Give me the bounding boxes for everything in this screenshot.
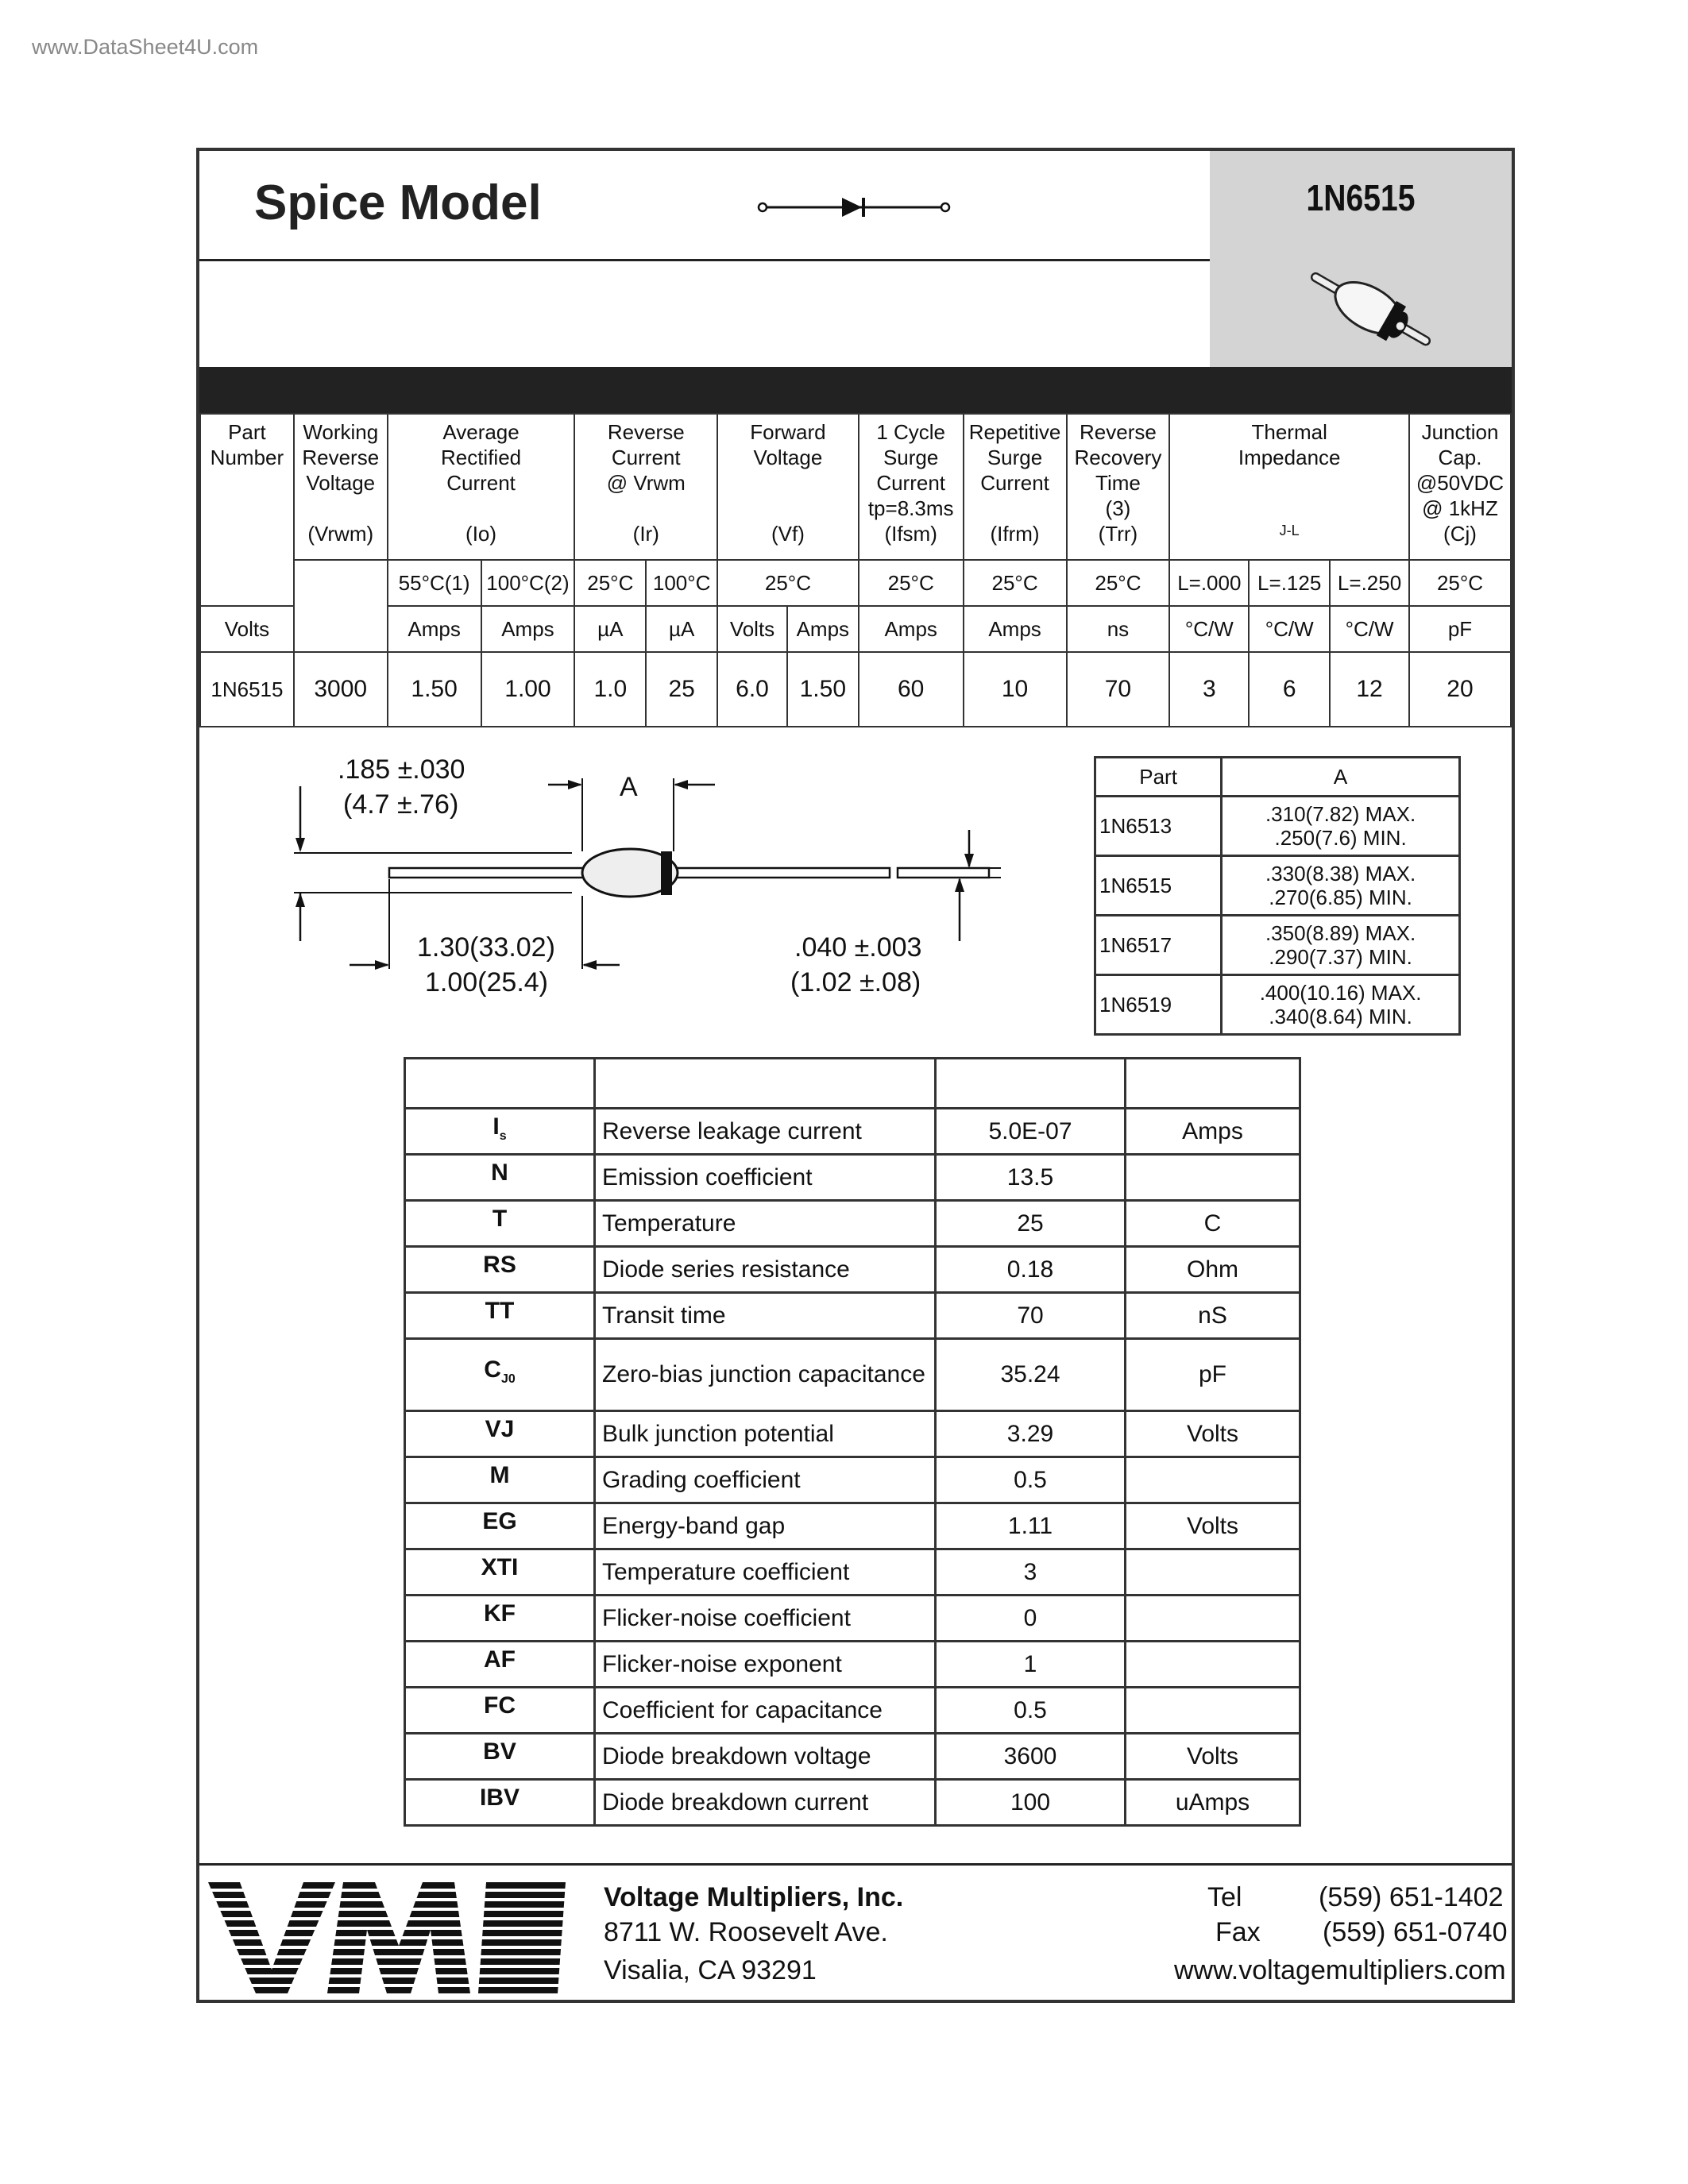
- a-max: .330(8.38) MAX.: [1265, 862, 1416, 886]
- param-description: Reverse leakage current: [595, 1109, 936, 1155]
- spec-value: 6: [1249, 652, 1330, 727]
- header-divider: [199, 259, 1210, 261]
- spec-value: 10: [964, 652, 1067, 727]
- part-cell: 1N6513: [1095, 797, 1222, 856]
- dim-a-label: A: [620, 772, 638, 802]
- param-symbol-text: I: [492, 1113, 500, 1140]
- a-min: .270(6.85) MIN.: [1269, 886, 1412, 909]
- param-value: 0.18: [936, 1247, 1126, 1293]
- param-symbol: [405, 1109, 595, 1155]
- param-unit: nS: [1126, 1293, 1300, 1339]
- spec-cond: 55°C(1): [388, 560, 481, 606]
- spec-cond: L=.000: [1169, 560, 1249, 606]
- spec-header: Forward Voltage (Vf): [717, 414, 859, 560]
- param-unit: Volts: [1126, 1411, 1300, 1457]
- spec-unit: pF: [1409, 606, 1511, 652]
- spec-value: 3000: [294, 652, 388, 727]
- spec-header: Average Rectified Current (Io): [388, 414, 575, 560]
- param-symbol-text: XTI: [481, 1553, 519, 1580]
- param-symbol-text: RS: [483, 1251, 516, 1278]
- table-row: [405, 1247, 1300, 1293]
- param-symbol: [405, 1642, 595, 1688]
- spec-value: 60: [859, 652, 964, 727]
- table-row: [405, 1293, 1300, 1339]
- spec-header: 1 Cycle Surge Current tp=8.3ms (Ifsm): [859, 414, 964, 560]
- param-symbol-text: N: [491, 1159, 508, 1186]
- spec-header: Junction Cap. @50VDC @ 1kHZ (Cj): [1409, 414, 1511, 560]
- spec-unit: Amps: [481, 606, 575, 652]
- param-symbol-sub: J0: [500, 1372, 516, 1386]
- spec-value: 3: [1169, 652, 1249, 727]
- spec-header: Part Number: [200, 414, 294, 606]
- spec-unit: ns: [1067, 606, 1170, 652]
- param-value: 1.11: [936, 1503, 1126, 1549]
- param-symbol-text: T: [492, 1205, 508, 1232]
- param-value: 35.24: [936, 1339, 1126, 1411]
- param-value: 1: [936, 1642, 1126, 1688]
- spec-unit: µA: [574, 606, 646, 652]
- spec-value: 1.00: [481, 652, 575, 727]
- diode-package-icon: [1303, 262, 1438, 357]
- spec-value: 25: [646, 652, 717, 727]
- param-value: 0: [936, 1596, 1126, 1642]
- spec-cond: L=.125: [1249, 560, 1330, 606]
- table-row: [405, 1596, 1300, 1642]
- param-value: 3600: [936, 1734, 1126, 1780]
- vmi-logo: [208, 1882, 566, 1993]
- param-value: 0.5: [936, 1457, 1126, 1503]
- param-symbol-text: M: [489, 1461, 510, 1488]
- param-unit: [1126, 1596, 1300, 1642]
- param-symbol: [405, 1201, 595, 1247]
- param-symbol-sub: s: [499, 1129, 507, 1143]
- param-unit: Volts: [1126, 1734, 1300, 1780]
- tel-number: (559) 651-1402: [1319, 1882, 1504, 1912]
- param-symbol-text: FC: [484, 1692, 516, 1719]
- a-max: .310(7.82) MAX.: [1265, 802, 1416, 826]
- param-description: Diode series resistance: [595, 1247, 936, 1293]
- params-header-row: [405, 1059, 1300, 1109]
- spec-header-row: [200, 414, 1511, 560]
- param-symbol: [405, 1457, 595, 1503]
- fax-label: Fax: [1215, 1917, 1261, 1947]
- table-row: [405, 1688, 1300, 1734]
- param-unit: [1126, 1155, 1300, 1201]
- spec-header: [1169, 414, 1409, 560]
- param-symbol: [405, 1503, 595, 1549]
- param-description: Flicker-noise exponent: [595, 1642, 936, 1688]
- tel-label: Tel: [1207, 1882, 1242, 1912]
- website-link[interactable]: www.voltagemultipliers.com: [1174, 1955, 1506, 1985]
- table-row: [405, 1457, 1300, 1503]
- param-symbol: [405, 1247, 595, 1293]
- spice-params-table: [404, 1057, 1301, 1827]
- table-row: [405, 1734, 1300, 1780]
- param-unit: [1126, 1688, 1300, 1734]
- spec-value: 1.0: [574, 652, 646, 727]
- thermal-sub: J-L: [1279, 523, 1300, 538]
- table-row: [405, 1780, 1300, 1826]
- spec-value: 1.50: [787, 652, 859, 727]
- param-value: 100: [936, 1780, 1126, 1826]
- param-unit: Amps: [1126, 1109, 1300, 1155]
- param-description: Temperature coefficient: [595, 1549, 936, 1596]
- param-description: Emission coefficient: [595, 1155, 936, 1201]
- param-description: Grading coefficient: [595, 1457, 936, 1503]
- spec-cond: L=.250: [1330, 560, 1409, 606]
- part-cell: 1N6519: [1095, 975, 1222, 1035]
- table-row: [1095, 856, 1460, 916]
- page-title: Spice Model: [254, 176, 542, 230]
- param-symbol-text: VJ: [485, 1415, 515, 1442]
- address-line-2: Visalia, CA 93291: [604, 1955, 817, 1985]
- spec-unit-row: [200, 606, 1511, 652]
- table-row: [405, 1339, 1300, 1411]
- param-value: 5.0E-07: [936, 1109, 1126, 1155]
- table-row: [405, 1411, 1300, 1457]
- param-description: Diode breakdown voltage: [595, 1734, 936, 1780]
- param-symbol: [405, 1780, 595, 1826]
- a-max: .350(8.89) MAX.: [1265, 921, 1416, 945]
- param-symbol: [405, 1688, 595, 1734]
- param-value: 0.5: [936, 1688, 1126, 1734]
- param-symbol-text: AF: [484, 1646, 516, 1673]
- spec-unit: °C/W: [1169, 606, 1249, 652]
- spec-unit: Amps: [859, 606, 964, 652]
- spec-unit: Amps: [388, 606, 481, 652]
- param-unit: [1126, 1642, 1300, 1688]
- watermark: www.DataSheet4U.com: [32, 35, 259, 59]
- table-row: [405, 1503, 1300, 1549]
- param-symbol-text: KF: [484, 1599, 516, 1626]
- param-description: Flicker-noise coefficient: [595, 1596, 936, 1642]
- dim-lead-max: 1.30(33.02): [417, 932, 555, 963]
- spec-value-row: [200, 652, 1511, 727]
- spec-cond: 25°C: [964, 560, 1067, 606]
- spec-value: 12: [1330, 652, 1409, 727]
- a-col-header: A: [1222, 758, 1460, 797]
- param-symbol-text: BV: [483, 1738, 516, 1765]
- param-value: 3: [936, 1549, 1126, 1596]
- param-description: Coefficient for capacitance: [595, 1688, 936, 1734]
- spec-value: 20: [1409, 652, 1511, 727]
- table-row: [405, 1109, 1300, 1155]
- part-col-header: Part: [1095, 758, 1222, 797]
- part-cell: 1N6517: [1095, 916, 1222, 975]
- param-symbol-text: TT: [485, 1297, 515, 1324]
- spec-table: [199, 413, 1512, 727]
- param-unit: Ohm: [1126, 1247, 1300, 1293]
- param-value: 25: [936, 1201, 1126, 1247]
- spec-value: 6.0: [717, 652, 787, 727]
- param-value: 13.5: [936, 1155, 1126, 1201]
- a-max: .400(10.16) MAX.: [1259, 981, 1422, 1005]
- spec-cond: 25°C: [1067, 560, 1170, 606]
- table-row: [1095, 797, 1460, 856]
- spec-cond: 100°C(2): [481, 560, 575, 606]
- spec-cond: 25°C: [717, 560, 859, 606]
- dim-body-dia-mm: (4.7 ±.76): [343, 789, 459, 820]
- spec-cond: 25°C: [859, 560, 964, 606]
- spec-cond: 25°C: [1409, 560, 1511, 606]
- table-row: [1095, 916, 1460, 975]
- param-unit: [1126, 1549, 1300, 1596]
- param-description: Zero-bias junction capacitance: [595, 1339, 936, 1411]
- spec-unit: Volts: [717, 606, 787, 652]
- param-unit: Volts: [1126, 1503, 1300, 1549]
- spec-header: Reverse Current @ Vrwm (Ir): [574, 414, 717, 560]
- param-value: 70: [936, 1293, 1126, 1339]
- param-symbol-text: C: [484, 1356, 501, 1383]
- part-cell: 1N6515: [1095, 856, 1222, 916]
- table-row: [405, 1155, 1300, 1201]
- param-symbol-text: EG: [482, 1507, 517, 1534]
- spec-cond: 100°C: [646, 560, 717, 606]
- table-row: [1095, 975, 1460, 1035]
- param-unit: [1126, 1457, 1300, 1503]
- table-row: [405, 1549, 1300, 1596]
- spec-header: Reverse Recovery Time (3) (Trr): [1067, 414, 1170, 560]
- table-row: [405, 1642, 1300, 1688]
- spec-value: 1.50: [388, 652, 481, 727]
- spec-unit: µA: [646, 606, 717, 652]
- dim-body-dia: .185 ±.030: [338, 754, 465, 785]
- spec-unit: °C/W: [1330, 606, 1409, 652]
- table-row: [405, 1201, 1300, 1247]
- param-unit: uAmps: [1126, 1780, 1300, 1826]
- spec-unit: Volts: [200, 606, 294, 652]
- a-min: .250(7.6) MIN.: [1274, 826, 1407, 850]
- param-symbol: [405, 1293, 595, 1339]
- dim-lead-dia-mm: (1.02 ±.08): [790, 967, 921, 997]
- param-symbol: [405, 1339, 595, 1411]
- param-symbol: [405, 1549, 595, 1596]
- spec-header: Working Reverse Voltage (Vrwm): [294, 414, 388, 560]
- spec-value: 1N6515: [200, 652, 294, 727]
- address-line-1: 8711 W. Roosevelt Ave.: [604, 1917, 888, 1947]
- param-description: Bulk junction potential: [595, 1411, 936, 1457]
- spec-cond: 25°C: [574, 560, 646, 606]
- part-table-header: [1095, 758, 1460, 797]
- spec-value: 70: [1067, 652, 1170, 727]
- section-bar: [199, 367, 1512, 413]
- param-value: 3.29: [936, 1411, 1126, 1457]
- spec-unit: Amps: [964, 606, 1067, 652]
- param-symbol-text: IBV: [479, 1784, 520, 1811]
- spec-header: Thermal Impedance: [1238, 420, 1341, 469]
- param-symbol: [405, 1155, 595, 1201]
- param-description: Diode breakdown current: [595, 1780, 936, 1826]
- param-unit: pF: [1126, 1339, 1300, 1411]
- param-description: Energy-band gap: [595, 1503, 936, 1549]
- param-symbol: [405, 1596, 595, 1642]
- param-symbol: [405, 1411, 595, 1457]
- spec-header: Repetitive Surge Current (Ifrm): [964, 414, 1067, 560]
- a-min: .290(7.37) MIN.: [1269, 945, 1412, 969]
- company-name: Voltage Multipliers, Inc.: [604, 1882, 904, 1912]
- param-description: Transit time: [595, 1293, 936, 1339]
- a-min: .340(8.64) MIN.: [1269, 1005, 1412, 1028]
- part-number: 1N6515: [1306, 177, 1416, 218]
- param-unit: C: [1126, 1201, 1300, 1247]
- diode-symbol-icon: [755, 195, 953, 219]
- dim-lead-dia: .040 ±.003: [794, 932, 922, 963]
- param-description: Temperature: [595, 1201, 936, 1247]
- footer-divider: [199, 1863, 1512, 1866]
- spec-unit: Amps: [787, 606, 859, 652]
- fax-number: (559) 651-0740: [1323, 1917, 1508, 1947]
- spec-unit: °C/W: [1249, 606, 1330, 652]
- param-symbol: [405, 1734, 595, 1780]
- dim-lead-min: 1.00(25.4): [425, 967, 548, 997]
- spec-condition-row: [200, 560, 1511, 606]
- part-dimension-table: [1094, 756, 1461, 1036]
